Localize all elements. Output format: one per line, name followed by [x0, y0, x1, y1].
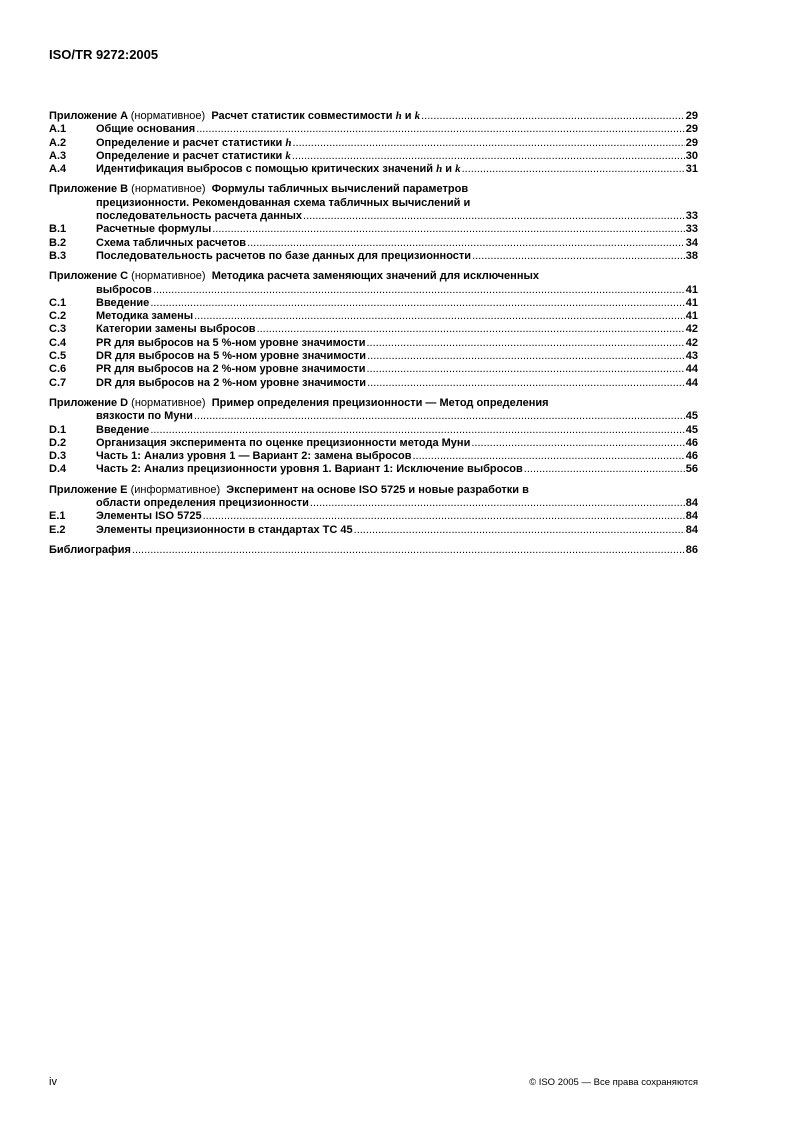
annex-d-title[interactable] — [49, 397, 698, 410]
page-number: 38 — [685, 249, 698, 262]
entry-number: A.3 — [49, 149, 67, 162]
entry-number: B.1 — [49, 223, 67, 236]
toc-entry-a2[interactable] — [49, 137, 698, 150]
entry-number: C.6 — [49, 363, 67, 376]
annex-b-title-line2: прецизионности. Рекомендованная схема табличных вычислений и — [96, 196, 471, 209]
toc-entry-c7[interactable] — [49, 377, 698, 390]
entry-number: A.1 — [49, 123, 67, 136]
entry-title: Методика замены — [96, 310, 194, 323]
entry-number: D.2 — [49, 436, 67, 449]
annex-b-title-line1: Формулы табличных вычислений параметров — [211, 183, 469, 196]
entry-title: Часть 2: Анализ прецизионности уровня 1. Вариант 1: Исключение выбросов — [96, 463, 523, 476]
page-number: 29 — [685, 136, 698, 149]
annex-e-title-line2: области определения прецизионности — [96, 497, 309, 510]
page-number: 30 — [685, 149, 698, 162]
toc-entry-a1[interactable] — [49, 123, 698, 136]
entry-number: C.3 — [49, 323, 67, 336]
entry-number: C.1 — [49, 296, 67, 309]
entry-title: DR для выбросов на 5 %-ном уровне значимости — [96, 350, 367, 363]
annex-d-kind: (нормативное) — [131, 396, 206, 409]
leader-dots — [194, 310, 685, 323]
leader-dots — [462, 163, 685, 176]
entry-number: D.3 — [49, 450, 67, 463]
annex-e-kind: (информативное) — [130, 483, 221, 496]
leader-dots — [150, 297, 684, 310]
entry-number: C.7 — [49, 376, 67, 389]
entry-title: Определение и расчет статистики — [96, 136, 283, 149]
annex-d — [49, 397, 698, 477]
entry-title: Общие основания — [96, 123, 196, 136]
page-number: 43 — [685, 350, 698, 363]
annex-d-title-line1: Пример определения прецизионности — Метод определения — [211, 396, 549, 409]
bibliography — [49, 544, 698, 557]
toc-entry-b2[interactable] — [49, 237, 698, 250]
entry-title: DR для выбросов на 2 %-ном уровне значимости — [96, 376, 367, 389]
leader-dots — [203, 510, 685, 523]
entry-number: D.1 — [49, 423, 67, 436]
entry-number: B.2 — [49, 236, 67, 249]
leader-dots — [292, 137, 684, 150]
page-number: 41 — [685, 310, 698, 323]
leader-dots — [257, 323, 685, 336]
toc-entry-c2[interactable] — [49, 310, 698, 323]
annex-b-title-last[interactable] — [49, 210, 698, 223]
leader-dots — [421, 110, 685, 123]
annex-a-kind: (нормативное) — [130, 110, 206, 122]
toc-entry-d3[interactable] — [49, 450, 698, 463]
leader-dots — [132, 544, 685, 557]
leader-dots — [366, 363, 684, 376]
page-number: 86 — [685, 543, 698, 556]
toc-entry-b3[interactable] — [49, 250, 698, 263]
entry-number: A.2 — [49, 136, 67, 149]
entry-title: Определение и расчет статистики — [96, 149, 283, 162]
toc-entry-e2[interactable] — [49, 524, 698, 537]
leader-dots — [524, 463, 685, 476]
var-and: и — [404, 110, 412, 122]
leader-dots — [366, 337, 684, 350]
page-number: 33 — [685, 223, 698, 236]
page-number: 44 — [685, 376, 698, 389]
leader-dots — [471, 437, 684, 450]
annex-e — [49, 484, 698, 537]
toc-entry-a3[interactable] — [49, 150, 698, 163]
entry-title: Элементы прецизионности в стандартах TC 45 — [96, 523, 353, 536]
page-number: 34 — [685, 236, 698, 249]
table-of-contents — [49, 110, 698, 557]
leader-dots — [247, 237, 685, 250]
toc-entry-d4[interactable] — [49, 463, 698, 476]
page-number: 84 — [685, 497, 698, 510]
annex-b-kind: (нормативное) — [131, 183, 206, 196]
annex-d-title-line2: вязкости по Муни — [96, 410, 193, 423]
leader-dots — [367, 350, 685, 363]
var-k: k — [414, 110, 421, 122]
page-number: 33 — [685, 210, 698, 223]
entry-title: Часть 1: Анализ уровня 1 — Вариант 2: замена выбросов — [96, 450, 412, 463]
entry-title: PR для выбросов на 2 %-ном уровне значимости — [96, 363, 366, 376]
page-number: 56 — [685, 463, 698, 476]
var-h: h — [285, 136, 292, 149]
entry-number: A.4 — [49, 163, 67, 176]
page-number: 44 — [685, 363, 698, 376]
leader-dots — [292, 150, 685, 163]
toc-entry-c3[interactable] — [49, 323, 698, 336]
var-h: h — [436, 163, 443, 176]
annex-d-title-last[interactable] — [49, 410, 698, 423]
leader-dots — [354, 524, 685, 537]
leader-dots — [412, 450, 684, 463]
page-number: 29 — [685, 123, 698, 136]
page-number: 41 — [685, 283, 698, 296]
var-h: h — [395, 110, 402, 122]
var-k: k — [285, 149, 291, 162]
page-number: 42 — [685, 336, 698, 349]
page-number-footer: iv — [49, 1076, 57, 1088]
leader-dots — [153, 284, 685, 297]
annex-c-prefix: Приложение C — [49, 270, 129, 283]
page-number: 45 — [685, 410, 698, 423]
bibliography-title: Библиография — [49, 543, 131, 556]
annex-c-title-line1: Методика расчета заменяющих значений для исключенных — [211, 270, 539, 283]
entry-title: Схема табличных расчетов — [96, 236, 247, 249]
toc-entry-c5[interactable] — [49, 350, 698, 363]
annex-c-title-last[interactable] — [49, 284, 698, 297]
annex-b-title[interactable] — [49, 183, 698, 196]
entry-title: Расчетные формулы — [96, 223, 212, 236]
annex-a-prefix: Приложение A — [49, 110, 128, 122]
annex-e-title-last[interactable] — [49, 497, 698, 510]
annex-a-title[interactable] — [49, 110, 698, 123]
entry-title: Элементы ISO 5725 — [96, 510, 202, 523]
toc-entry-b1[interactable] — [49, 223, 698, 236]
entry-number: D.4 — [49, 463, 67, 476]
page-number: 31 — [685, 163, 698, 176]
page-number: 41 — [685, 296, 698, 309]
annex-c-kind: (нормативное) — [131, 270, 206, 283]
leader-dots — [472, 250, 685, 263]
annex-b — [49, 183, 698, 263]
toc-entry-c1[interactable] — [49, 297, 698, 310]
annex-e-title-line1: Эксперимент на основе ISO 5725 и новые разработки в — [226, 483, 529, 496]
leader-dots — [194, 410, 685, 423]
leader-dots — [196, 123, 685, 136]
entry-number: C.2 — [49, 310, 67, 323]
annex-d-prefix: Приложение D — [49, 396, 129, 409]
var-and: и — [445, 163, 453, 176]
leader-dots — [212, 223, 685, 236]
entry-number: C.4 — [49, 336, 67, 349]
entry-title: Идентификация выбросов с помощью критических значений — [96, 163, 433, 176]
document-id: ISO/TR 9272:2005 — [49, 47, 159, 62]
toc-entry-d2[interactable] — [49, 437, 698, 450]
toc-entry-bibliography[interactable] — [49, 544, 698, 557]
entry-number: E.1 — [49, 510, 66, 523]
annex-c — [49, 270, 698, 390]
entry-title: Организация эксперимента по оценке прецизионности метода Муни — [96, 436, 471, 449]
annex-e-title[interactable] — [49, 484, 698, 497]
leader-dots — [303, 210, 685, 223]
leader-dots — [150, 424, 684, 437]
annex-a-title-text: Расчет статистик совместимости — [211, 110, 393, 122]
page-number: 29 — [685, 110, 698, 122]
leader-dots — [310, 497, 685, 510]
entry-title: PR для выбросов на 5 %-ном уровне значимости — [96, 336, 366, 349]
toc-entry-a4[interactable] — [49, 163, 698, 176]
page-number: 84 — [685, 523, 698, 536]
page-number: 45 — [685, 423, 698, 436]
entry-number: C.5 — [49, 350, 67, 363]
entry-number: E.2 — [49, 523, 66, 536]
entry-title: Последовательность расчетов по базе данных для прецизионности — [96, 249, 472, 262]
entry-title: Введение — [96, 296, 150, 309]
var-k: k — [455, 163, 461, 176]
annex-e-prefix: Приложение E — [49, 483, 128, 496]
entry-number: B.3 — [49, 249, 67, 262]
annex-b-prefix: Приложение B — [49, 183, 129, 196]
page-number: 42 — [685, 323, 698, 336]
entry-title: Категории замены выбросов — [96, 323, 256, 336]
page-number: 46 — [685, 436, 698, 449]
annex-a — [49, 110, 698, 176]
toc-entry-c4[interactable] — [49, 337, 698, 350]
toc-entry-e1[interactable] — [49, 510, 698, 523]
annex-c-title[interactable] — [49, 270, 698, 283]
page-number: 46 — [685, 450, 698, 463]
page-number: 84 — [685, 510, 698, 523]
leader-dots — [367, 377, 685, 390]
entry-title: Введение — [96, 423, 150, 436]
toc-entry-d1[interactable] — [49, 424, 698, 437]
annex-c-title-line2: выбросов — [96, 283, 152, 296]
toc-entry-c6[interactable] — [49, 363, 698, 376]
annex-b-title-line3: последовательность расчета данных — [96, 210, 303, 223]
copyright-notice: © ISO 2005 — Все права сохраняются — [529, 1077, 698, 1088]
